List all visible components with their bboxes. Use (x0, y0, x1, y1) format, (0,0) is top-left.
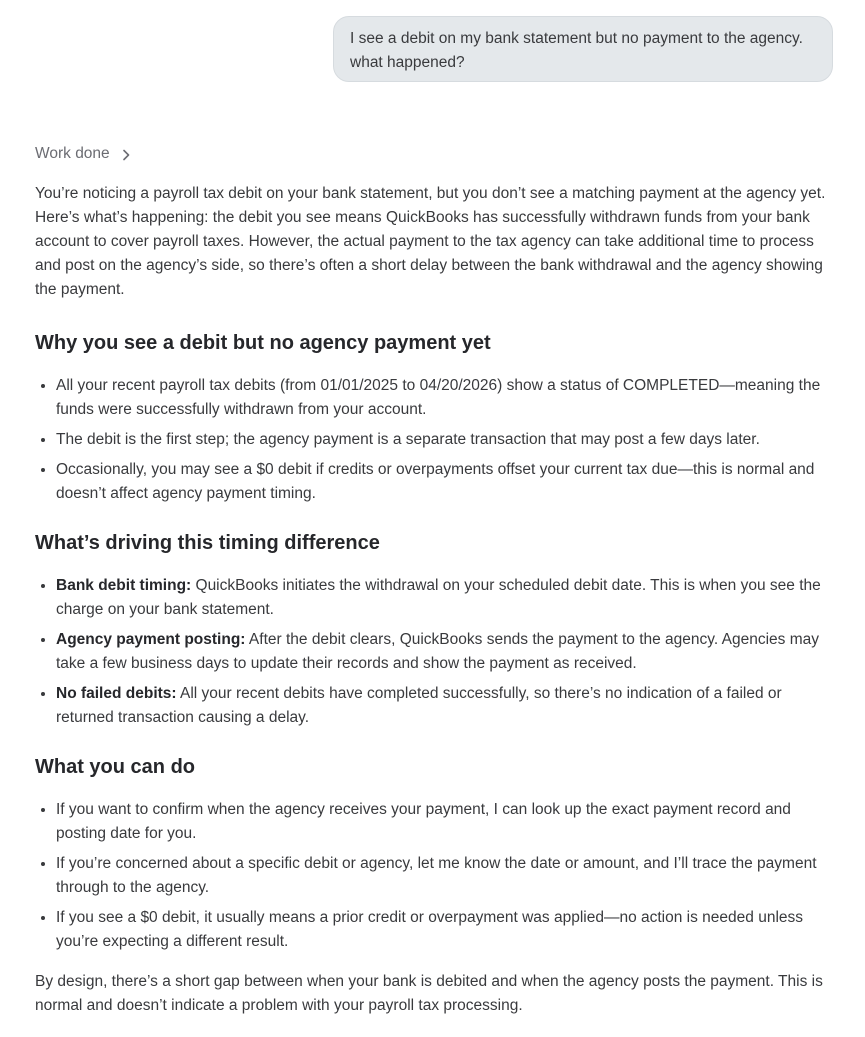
section-heading-actions: What you can do (35, 756, 195, 778)
list-item-text: QuickBooks initiates the withdrawal on your scheduled debit date. This is when you see the charge on your bank statement. (56, 577, 821, 618)
list-item: • If you see a $0 debit, it usually means a prior credit or overpayment was applied—no action is needed unless you’re expecting a different result. (56, 906, 835, 954)
list-item-label: Bank debit timing: (56, 577, 192, 594)
assistant-response (35, 182, 835, 1018)
section-heading-timing: What’s driving this timing difference (35, 532, 380, 554)
work-done-toggle[interactable] (35, 142, 132, 166)
user-message-text: I see a debit on my bank statement but no payment to the agency. what happened? (350, 30, 803, 71)
chevron-right-icon (120, 148, 132, 160)
list-item: • Occasionally, you may see a $0 debit if credits or overpayments offset your current tax due—this is normal and doesn’t affect agency payment timing. (56, 458, 835, 506)
intro-paragraph: You’re noticing a payroll tax debit on your bank statement, but you don’t see a matching payment at the agency yet. Here’s what’s happening: the debit you see means QuickBooks has successfully withdrawn funds from your bank account to cover payroll taxes. However, the actual payment to the tax agency can take additional time to process and post on the agency’s side, so there’s often a short delay between the bank withdrawal and the agency showing the payment. (35, 185, 826, 298)
list-item (56, 574, 835, 622)
actions-list (35, 798, 835, 954)
user-message-bubble (333, 16, 833, 82)
list-item: • If you’re concerned about a specific debit or agency, let me know the date or amount, and I’ll trace the payment through to the agency. (56, 852, 835, 900)
list-item (56, 682, 835, 730)
closing-paragraph: By design, there’s a short gap between when your bank is debited and when the agency posts the payment. This is normal and doesn’t indicate a problem with your payroll tax processing. (35, 973, 823, 1014)
work-done-label: Work done (35, 145, 110, 162)
list-item (56, 628, 835, 676)
list-item-text: After the debit clears, QuickBooks sends the payment to the agency. Agencies may take a few business days to update their records and show the payment as received. (56, 631, 819, 672)
list-item-label: Agency payment posting: (56, 631, 246, 648)
list-item-text: All your recent debits have completed successfully, so there’s no indication of a failed or returned transaction causing a delay. (56, 685, 782, 726)
list-item: • If you want to confirm when the agency receives your payment, I can look up the exact payment record and posting date for you. (56, 798, 835, 846)
list-item: • The debit is the first step; the agency payment is a separate transaction that may post a few days later. (56, 428, 835, 452)
list-item-label: No failed debits: (56, 685, 177, 702)
section-heading-why: Why you see a debit but no agency payment yet (35, 332, 491, 354)
timing-list (35, 574, 835, 730)
why-list (35, 374, 835, 506)
list-item: • All your recent payroll tax debits (from 01/01/2025 to 04/20/2026) show a status of COMPLETED—meaning the funds were successfully withdrawn from your account. (56, 374, 835, 422)
